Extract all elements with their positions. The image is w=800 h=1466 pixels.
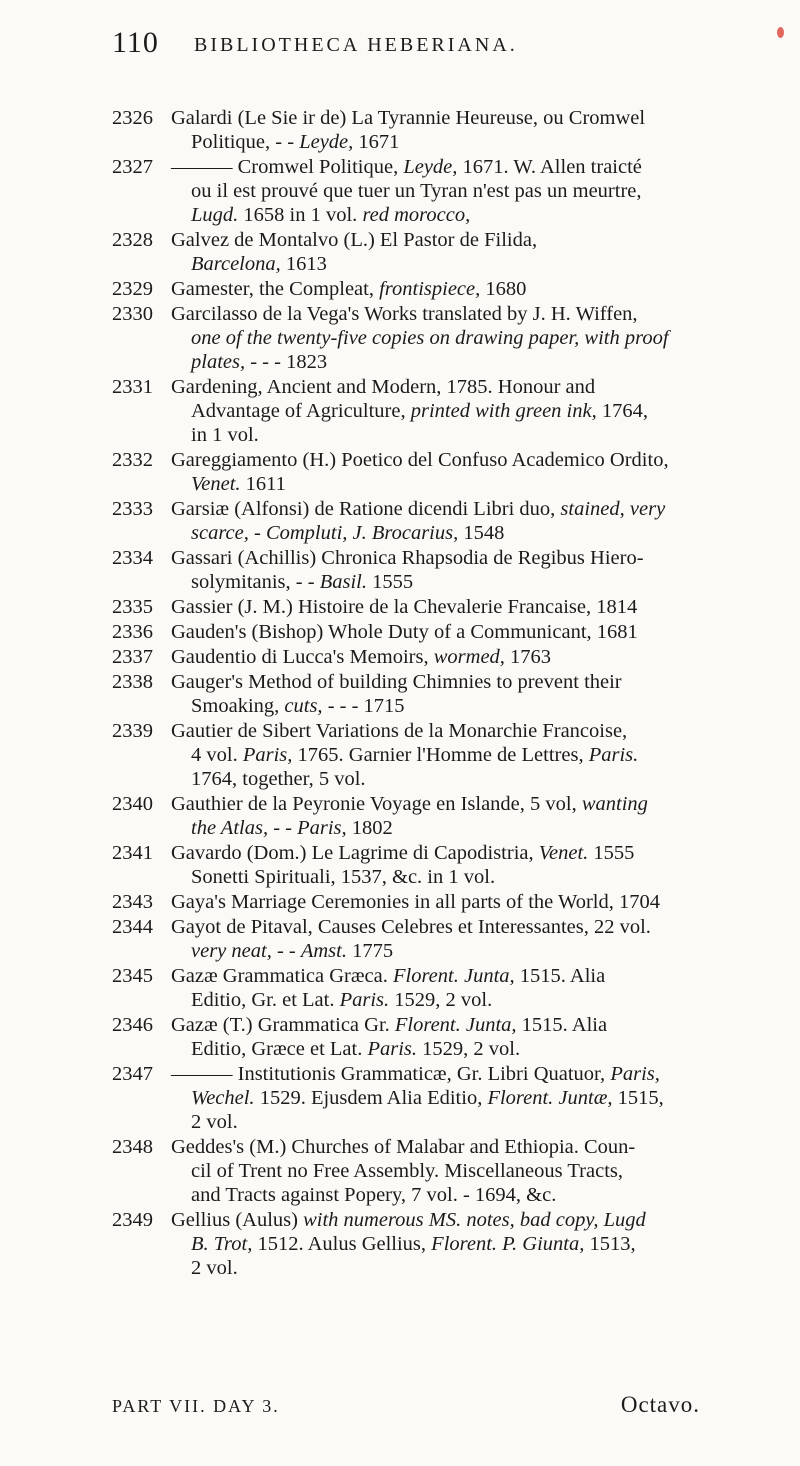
italic-text: printed with green ink, bbox=[410, 400, 597, 422]
entry-text: Politique, - - bbox=[191, 131, 300, 153]
running-title: BIBLIOTHECA HEBERIANA. bbox=[194, 34, 518, 56]
lot-number: 2338 bbox=[112, 671, 153, 693]
entry-text: 1529. Ejusdem Alia Editio, bbox=[254, 1087, 488, 1109]
page-number: 110 bbox=[112, 26, 159, 59]
catalogue-entry bbox=[112, 964, 732, 1012]
entry-text: 1671. W. Allen traicté bbox=[457, 156, 642, 178]
entry-text: - - bbox=[268, 817, 298, 839]
entry-text: solymitanis, - - bbox=[191, 571, 320, 593]
italic-text: Barcelona, bbox=[191, 253, 281, 275]
entry-line bbox=[171, 203, 732, 227]
entry-text: 4 vol. bbox=[191, 744, 243, 766]
catalogue-entry bbox=[112, 841, 732, 889]
entry-line bbox=[171, 497, 732, 521]
entry-line bbox=[171, 767, 732, 791]
entry-text: 1529, 2 vol. bbox=[417, 1038, 521, 1060]
entry-text: - - - 1823 bbox=[245, 351, 328, 373]
italic-text: Florent. Junta, bbox=[393, 965, 515, 987]
entry-line bbox=[171, 1037, 732, 1061]
italic-text: Paris. bbox=[588, 744, 639, 766]
entry-line bbox=[171, 915, 732, 939]
entry-text: 1764, bbox=[596, 400, 648, 422]
entry-line bbox=[171, 375, 732, 399]
catalogue-entry bbox=[112, 228, 732, 276]
entry-text: 1765. Garnier l'Homme de Lettres, bbox=[292, 744, 589, 766]
italic-text: Paris. bbox=[339, 989, 390, 1011]
lot-number: 2336 bbox=[112, 621, 153, 643]
entry-line bbox=[171, 595, 732, 619]
catalogue-entry bbox=[112, 1062, 732, 1134]
italic-text: the Atlas, bbox=[191, 817, 269, 839]
entry-text: 1512. Aulus Gellius, bbox=[252, 1233, 432, 1255]
entry-text: Gassari (Achillis) Chronica Rhapsodia de Regibus Hiero- bbox=[171, 547, 644, 569]
entry-line bbox=[171, 326, 732, 350]
entry-text: 1555 bbox=[588, 842, 635, 864]
entry-line bbox=[171, 1013, 732, 1037]
entry-text: - - bbox=[271, 940, 301, 962]
entry-line bbox=[171, 890, 732, 914]
catalogue-entry bbox=[112, 1208, 732, 1280]
entry-text: 1763 bbox=[504, 646, 552, 668]
italic-text: Compluti, J. Brocarius, bbox=[265, 522, 459, 544]
italic-text: scarce, bbox=[191, 522, 249, 544]
entry-line bbox=[171, 816, 732, 840]
entry-text: ou il est prouvé que tuer un Tyran n'est pas un meurtre, bbox=[191, 180, 642, 202]
entry-line bbox=[171, 179, 732, 203]
entry-text: ——— Institutionis Grammaticæ, Gr. Libri Quatuor, bbox=[171, 1063, 611, 1085]
catalogue-entry bbox=[112, 155, 732, 227]
entry-text: Geddes's (M.) Churches of Malabar and Ethiopia. Coun- bbox=[171, 1136, 636, 1158]
lot-number: 2333 bbox=[112, 498, 153, 520]
catalogue-entry bbox=[112, 546, 732, 594]
entry-text: Garsiæ (Alfonsi) de Ratione dicendi Libri duo, bbox=[171, 498, 561, 520]
entry-line bbox=[171, 106, 732, 130]
entry-line bbox=[171, 1135, 732, 1159]
entry-line bbox=[171, 694, 732, 718]
lot-number: 2344 bbox=[112, 916, 153, 938]
lot-number: 2348 bbox=[112, 1136, 153, 1158]
entry-text: 1555 bbox=[366, 571, 414, 593]
lot-number: 2340 bbox=[112, 793, 153, 815]
entry-line bbox=[171, 939, 732, 963]
entry-line bbox=[171, 1183, 732, 1207]
catalogue-entry bbox=[112, 1013, 732, 1061]
lot-number: 2345 bbox=[112, 965, 153, 987]
entry-line bbox=[171, 399, 732, 423]
entry-line bbox=[171, 964, 732, 988]
italic-text: B. Trot, bbox=[191, 1233, 253, 1255]
entry-text: Gautier de Sibert Variations de la Monarchie Francoise, bbox=[171, 720, 628, 742]
catalogue-entry bbox=[112, 448, 732, 496]
italic-text: Paris, bbox=[242, 744, 293, 766]
italic-text: Leyde, bbox=[299, 131, 354, 153]
lot-number: 2337 bbox=[112, 646, 153, 668]
entry-line bbox=[171, 645, 732, 669]
entry-text: Garcilasso de la Vega's Works translated by J. H. Wiffen, bbox=[171, 303, 638, 325]
entry-text: - - - 1715 bbox=[322, 695, 405, 717]
entry-text: in 1 vol. bbox=[191, 424, 259, 446]
entry-line bbox=[171, 841, 732, 865]
entry-line bbox=[171, 521, 732, 545]
entry-line bbox=[171, 228, 732, 252]
entry-line bbox=[171, 988, 732, 1012]
entry-text: 1529, 2 vol. bbox=[389, 989, 493, 1011]
entry-text: Gazæ Grammatica Græca. bbox=[171, 965, 393, 987]
italic-text: plates, bbox=[191, 351, 246, 373]
page-footer bbox=[112, 1392, 732, 1422]
entry-line bbox=[171, 155, 732, 179]
entry-text: 1764, together, 5 vol. bbox=[191, 768, 366, 790]
entry-text: 1515. Alia bbox=[516, 1014, 608, 1036]
entry-line bbox=[171, 546, 732, 570]
italic-text: Florent. P. Giunta, bbox=[431, 1233, 585, 1255]
entry-line bbox=[171, 350, 732, 374]
lot-number: 2332 bbox=[112, 449, 153, 471]
entry-line bbox=[171, 1208, 732, 1232]
entry-line bbox=[171, 743, 732, 767]
entry-line bbox=[171, 1232, 732, 1256]
italic-text: Amst. bbox=[300, 940, 347, 962]
entry-text: 1775 bbox=[346, 940, 394, 962]
entry-text: 1515. Alia bbox=[514, 965, 606, 987]
italic-text: stained, very bbox=[560, 498, 666, 520]
entry-text: 2 vol. bbox=[191, 1257, 238, 1279]
lot-number: 2346 bbox=[112, 1014, 153, 1036]
entry-text: 1671 bbox=[353, 131, 400, 153]
entry-line bbox=[171, 670, 732, 694]
signature-mark: PART VII. DAY 3. bbox=[112, 1396, 280, 1416]
catalogue-entry bbox=[112, 792, 732, 840]
catchword: Octavo. bbox=[620, 1392, 700, 1417]
entry-text: ——— Cromwel Politique, bbox=[171, 156, 404, 178]
italic-text: Wechel. bbox=[191, 1087, 255, 1109]
catalogue-entry bbox=[112, 670, 732, 718]
entry-text: Gayot de Pitaval, Causes Celebres et Interessantes, 22 vol. bbox=[171, 916, 651, 938]
entry-text: 1658 in 1 vol. bbox=[238, 204, 363, 226]
entry-text: 1611 bbox=[240, 473, 286, 495]
entry-text: - bbox=[248, 522, 266, 544]
entry-text: Gaya's Marriage Ceremonies in all parts of the World, 1704 bbox=[171, 891, 660, 913]
entry-text: Advantage of Agriculture, bbox=[191, 400, 411, 422]
entry-text: Gauthier de la Peyronie Voyage en Islande, 5 vol, bbox=[171, 793, 582, 815]
lot-number: 2349 bbox=[112, 1209, 153, 1231]
entry-text: 1513, bbox=[584, 1233, 636, 1255]
catalogue-entry bbox=[112, 497, 732, 545]
entry-text: Sonetti Spirituali, 1537, &c. in 1 vol. bbox=[191, 866, 496, 888]
italic-text: Florent. Junta, bbox=[394, 1014, 517, 1036]
entry-line bbox=[171, 792, 732, 816]
entry-line bbox=[171, 448, 732, 472]
catalogue-entry bbox=[112, 890, 732, 914]
entry-text: Gardening, Ancient and Modern, 1785. Honour and bbox=[171, 376, 596, 398]
italic-text: Lugd. bbox=[191, 204, 239, 226]
lot-number: 2334 bbox=[112, 547, 153, 569]
italic-text: Florent. Juntæ, bbox=[487, 1087, 613, 1109]
catalogue-entry bbox=[112, 620, 732, 644]
page-header bbox=[112, 26, 712, 66]
entry-line bbox=[171, 620, 732, 644]
entry-text: 1515, bbox=[612, 1087, 664, 1109]
lot-number: 2329 bbox=[112, 278, 153, 300]
lot-number: 2347 bbox=[112, 1063, 153, 1085]
entry-line bbox=[171, 1110, 732, 1134]
entry-line bbox=[171, 570, 732, 594]
catalogue-entry bbox=[112, 645, 732, 669]
lot-number: 2327 bbox=[112, 156, 153, 178]
italic-text: wanting bbox=[581, 793, 648, 815]
lot-number: 2328 bbox=[112, 229, 153, 251]
catalogue-entry bbox=[112, 277, 732, 301]
entry-line bbox=[171, 719, 732, 743]
italic-text: Paris, bbox=[297, 817, 347, 839]
entry-text: 1680 bbox=[480, 278, 527, 300]
catalogue-entry bbox=[112, 595, 732, 619]
entry-text: Editio, Græce et Lat. bbox=[191, 1038, 368, 1060]
catalogue-entry bbox=[112, 1135, 732, 1207]
entry-line bbox=[171, 472, 732, 496]
catalogue-entry bbox=[112, 915, 732, 963]
italic-text: red morocco, bbox=[362, 204, 471, 226]
italic-text: Venet. bbox=[538, 842, 589, 864]
entry-line bbox=[171, 277, 732, 301]
entry-line bbox=[171, 1062, 732, 1086]
italic-text: Paris. bbox=[367, 1038, 418, 1060]
lot-number: 2331 bbox=[112, 376, 153, 398]
entry-text: Galardi (Le Sie ir de) La Tyrannie Heureuse, ou Cromwel bbox=[171, 107, 646, 129]
lot-number: 2326 bbox=[112, 107, 153, 129]
entry-text: 1802 bbox=[346, 817, 393, 839]
entry-text: Gellius (Aulus) bbox=[171, 1209, 304, 1231]
italic-text: Paris, bbox=[610, 1063, 660, 1085]
entry-text: 1548 bbox=[458, 522, 505, 544]
entry-text: Gamester, the Compleat, bbox=[171, 278, 380, 300]
entry-line bbox=[171, 423, 732, 447]
entry-text: and Tracts against Popery, 7 vol. - 1694, &c. bbox=[191, 1184, 557, 1206]
entry-line bbox=[171, 1256, 732, 1280]
entry-line bbox=[171, 252, 732, 276]
italic-text: frontispiece, bbox=[379, 278, 481, 300]
lot-number: 2335 bbox=[112, 596, 153, 618]
lot-number: 2339 bbox=[112, 720, 153, 742]
entry-line bbox=[171, 865, 732, 889]
entry-text: 1613 bbox=[280, 253, 327, 275]
entry-text: Gauger's Method of building Chimnies to prevent their bbox=[171, 671, 622, 693]
italic-text: Leyde, bbox=[403, 156, 458, 178]
italic-text: Basil. bbox=[319, 571, 367, 593]
entry-line bbox=[171, 1159, 732, 1183]
entry-text: 2 vol. bbox=[191, 1111, 238, 1133]
entry-text: Gassier (J. M.) Histoire de la Chevalerie Francaise, 1814 bbox=[171, 596, 638, 618]
italic-text: wormed, bbox=[433, 646, 505, 668]
entry-text: cil of Trent no Free Assembly. Miscellaneous Tracts, bbox=[191, 1160, 624, 1182]
entry-line bbox=[171, 302, 732, 326]
entry-text: Gavardo (Dom.) Le Lagrime di Capodistria, bbox=[171, 842, 539, 864]
italic-text: very neat, bbox=[191, 940, 272, 962]
italic-text: Venet. bbox=[191, 473, 241, 495]
entry-line bbox=[171, 130, 732, 154]
ink-stain bbox=[777, 27, 784, 38]
entry-text: Editio, Gr. et Lat. bbox=[191, 989, 340, 1011]
entry-text: Gazæ (T.) Grammatica Gr. bbox=[171, 1014, 395, 1036]
catalogue-entry bbox=[112, 302, 732, 374]
entry-line bbox=[171, 1086, 732, 1110]
entry-text: Gareggiamento (H.) Poetico del Confuso Academico Ordito, bbox=[171, 449, 669, 471]
entry-text: Smoaking, bbox=[191, 695, 285, 717]
italic-text: one of the twenty-five copies on drawing paper, with proof bbox=[191, 327, 669, 349]
lot-number: 2330 bbox=[112, 303, 153, 325]
catalogue-entries bbox=[112, 106, 732, 1281]
catalogue-entry bbox=[112, 375, 732, 447]
entry-text: Gaudentio di Lucca's Memoirs, bbox=[171, 646, 434, 668]
catalogue-entry bbox=[112, 106, 732, 154]
lot-number: 2341 bbox=[112, 842, 153, 864]
italic-text: with numerous MS. notes, bad copy, Lugd bbox=[303, 1209, 646, 1231]
entry-text: Gauden's (Bishop) Whole Duty of a Communicant, 1681 bbox=[171, 621, 638, 643]
catalogue-entry bbox=[112, 719, 732, 791]
entry-text: Galvez de Montalvo (L.) El Pastor de Filida, bbox=[171, 229, 538, 251]
lot-number: 2343 bbox=[112, 891, 153, 913]
italic-text: cuts, bbox=[284, 695, 323, 717]
